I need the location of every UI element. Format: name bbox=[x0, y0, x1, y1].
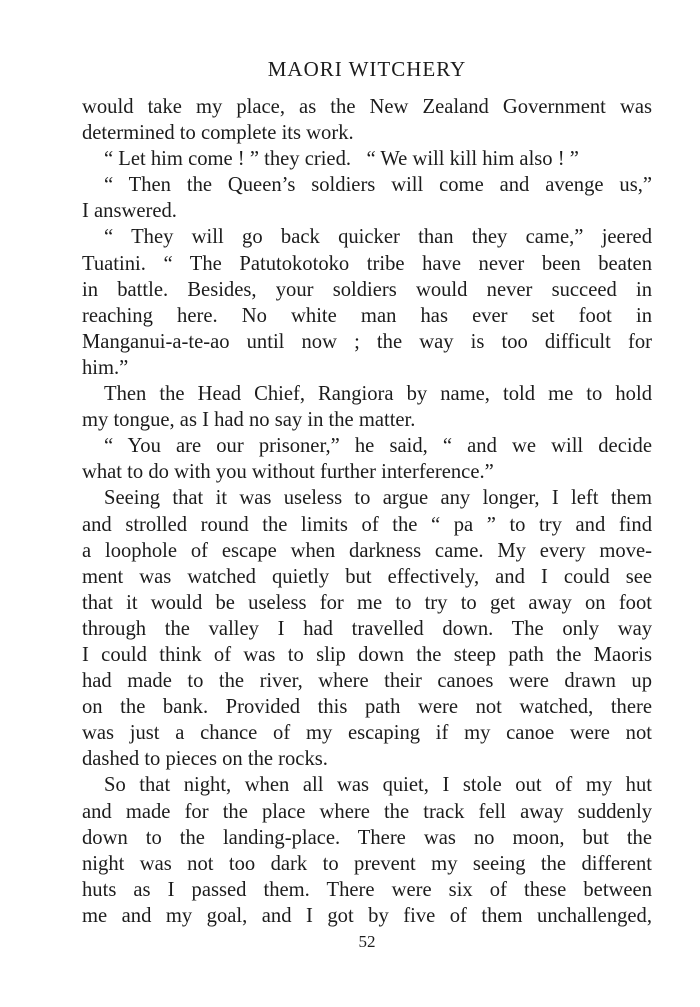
text-line: I answered. bbox=[82, 200, 177, 223]
text-line: Manganui-a-te-ao until now ; the way is too difficult for bbox=[82, 330, 652, 353]
text-line: a loophole of escape when darkness came. My every move- bbox=[82, 539, 652, 562]
text-line: Seeing that it was useless to argue any longer, I left them bbox=[104, 487, 652, 510]
text-line: “ They will go back quicker than they came,” jeered bbox=[104, 226, 652, 249]
text-line: and strolled round the limits of the “ pa ” to try and find bbox=[82, 513, 652, 536]
text-line: Then the Head Chief, Rangiora by name, told me to hold bbox=[104, 383, 652, 406]
text-line: my tongue, as I had no say in the matter. bbox=[82, 409, 416, 432]
text-line: down to the landing-place. There was no moon, but the bbox=[82, 826, 652, 849]
running-head: MAORI WITCHERY bbox=[267, 57, 467, 81]
text-line: “ You are our prisoner,” he said, “ and we will decide bbox=[104, 435, 652, 458]
text-line: night was not too dark to prevent my seeing the different bbox=[82, 852, 652, 875]
text-line: “ Then the Queen’s soldiers will come and avenge us,” bbox=[104, 174, 652, 197]
text-line: was just a chance of my escaping if my canoe were not bbox=[82, 722, 652, 745]
text-line: reaching here. No white man has ever set foot in bbox=[82, 304, 652, 327]
text-line: in battle. Besides, your soldiers would never succeed in bbox=[82, 278, 652, 301]
text-line: me and my goal, and I got by five of them unchallenged, bbox=[82, 904, 652, 927]
text-line: Tuatini. “ The Patutokotoko tribe have never been beaten bbox=[82, 252, 652, 275]
page-number: 52 bbox=[358, 932, 376, 951]
text-line: would take my place, as the New Zealand Government was bbox=[82, 96, 652, 118]
text-line: I could think of was to slip down the steep path the Maoris bbox=[82, 643, 652, 666]
text-line: ment was watched quietly but effectively, and I could see bbox=[82, 565, 652, 588]
text-line: and made for the place where the track fell away suddenly bbox=[82, 800, 652, 823]
body-text bbox=[82, 94, 652, 929]
text-line: on the bank. Provided this path were not watched, there bbox=[82, 696, 652, 719]
text-line: him.” bbox=[82, 356, 129, 379]
text-line: huts as I passed them. There were six of these between bbox=[82, 878, 652, 901]
text-line: that it would be useless for me to try to get away on foot bbox=[82, 591, 652, 614]
text-line: dashed to pieces on the rocks. bbox=[82, 748, 328, 771]
text-line: what to do with you without further interference.” bbox=[82, 461, 494, 484]
text-line: had made to the river, where their canoes were drawn up bbox=[82, 670, 652, 693]
text-line: So that night, when all was quiet, I stole out of my hut bbox=[104, 774, 652, 797]
text-line: through the valley I had travelled down. The only way bbox=[82, 617, 652, 640]
text-line: “ Let him come ! ” they cried. “ We will kill him also ! ” bbox=[104, 148, 579, 171]
text-line: determined to complete its work. bbox=[82, 122, 354, 145]
